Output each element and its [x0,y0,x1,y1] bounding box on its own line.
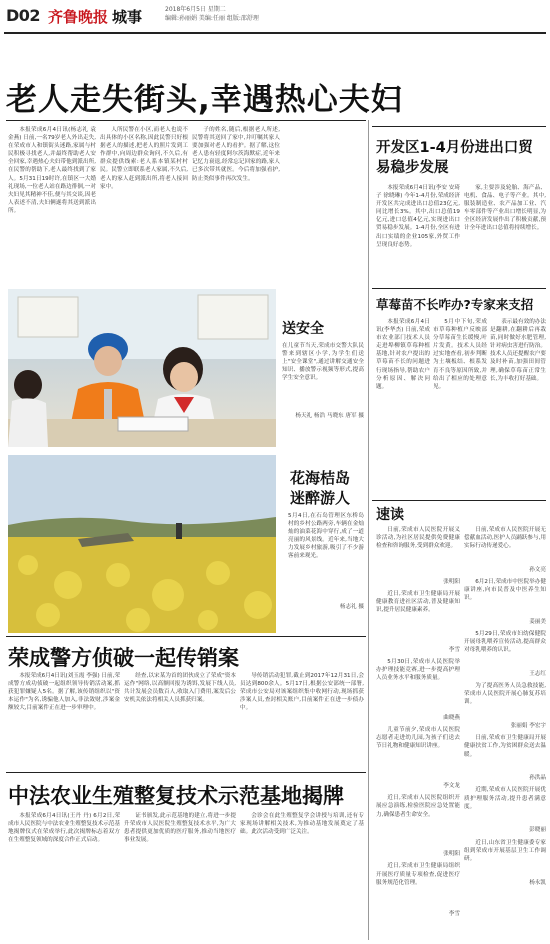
news-item: 日前,荣成市人民医院开展义诊活动,为社区居民提供免费健康检查和咨询服务,受到群众欢迎。 [376,527,460,550]
crime-headline: 荣成警方侦破一起传销案 [8,646,239,670]
news-item: 日前,荣成市卫生健康局开展健康扶贫工作,为贫困群众送去温暖。 [464,735,546,758]
flower-photo [8,455,276,633]
safety-caption: 在儿童节当天,荣成市交警大队民警来到辖区小学,为学生们送上"安全课堂",通过讲解交通安全知识、播放警示视频等形式,提高学生安全意识。 [282,343,364,382]
strawberry-col-3: 表示最有效的办法是翻耕,在翻耕后再栽苗,同时做好水肥管理,针对病虫害进行防治。技术人员还提醒农户要及时补苗,加强田间管理,确保草莓苗正常生长,为丰收打好基础。 [490,319,546,382]
news-credit: 曲晓燕 [443,715,460,722]
flower-credit: 杨志礼 摄 [339,604,364,610]
strawberry-col-2: 5月中下旬,荣成市草莓种植户反映部分草莓苗生长缓慢,叶片发黄。技术人员经过实地查看,初步判断为土壤板结、根系发育不良等原因所致,并给出了相应的处理意见。 [433,319,487,390]
news-item: 近日,荣成市卫生健康局开展健康教育进社区活动,普及健康知识,提升居民健康素养。 [376,591,460,614]
news-credit: 王志红 [529,671,546,678]
strawberry-col-1: 本报荣成6月4日讯(李华杰) 日前,荣成市农业部门技术人员走进埠柳镇草莓种植基地,针对农户提出的草莓苗不长的问题进行现场指导,帮助农户分析原因、解决问题。 [376,319,430,390]
news-credit: 彭晓丽 [529,827,546,834]
safety-caption-title: 送安全 [282,321,324,337]
crime-col-2: 经查,以宋某为首的团伙成立了荣成"资本运作"网络,以高额回报为诱饵,发展下线人员,共计发展会员数百人,收取入门费用,案发后公安机关依法将相关人员抓获归案。 [124,673,236,704]
news-credit: 李雪 [448,911,460,918]
news-credit: 张明阳 [443,579,460,585]
news-item: 近日,山东省卫生健康委专家组到荣成市开展基层卫生工作调研。 [464,839,546,862]
section-title: 城事 [112,8,143,26]
date-line: 2018年6月5日 星期二 [165,6,226,13]
column-separator [368,120,369,940]
news-credit: 张丽娟 李宏宇 [510,723,546,730]
flower-caption: 5月4日,在石岛管理区东桥岛村的乡村公路两旁,车辆在金灿灿的油菜花海中穿行,成了一道亮丽的风景线。近年来,当地大力发展乡村旅游,吸引了不少游客前来观光。 [288,513,364,560]
editor-line: 编辑:孙丽娟 美编:任丽 组版:邵舒理 [165,15,259,22]
trade-top-rule [372,126,546,127]
strawberry-headline: 草莓苗不长咋办?专家来支招 [376,297,534,312]
safety-credit: 杨天礼 杨浩 马晓东 唐军 摄 [295,413,364,419]
base-col-1: 本报荣成6月4日讯(王丹 丹) 6月2日,荣成市人民医院与中法农业生殖整复技术示范基地揭牌仪式在荣成举行,此次揭牌标志着双方在生殖整复领域的深度合作正式启动。 [8,813,120,844]
news-credit: 孙洪晶 [529,775,546,782]
trade-col-2: 家,主要涉及轮胎、海产品、电机、食品、电子等产业。其中,服装制造业、农产品加工业、汽车零部件等产业出口增长明显,为全区经济发展作出了积极贡献,预计全年进出口总值将持续增长。 [464,185,546,232]
base-col-2: 证书颁发,此示范基地的建立,将进一步提升荣成市人民医院生殖整复技术水平,为广大患者提供更加优质的医疗服务,推动当地医疗事业发展。 [124,813,236,844]
base-top-rule [6,772,366,773]
crime-col-3: 导传销活动犯罪,截止到2017年12月31日,会员达到800余人。5月17日,根据公安部统一部署,荣成市公安局对该案组织集中收网行动,现场抓获涉案人员,查封相关账户,目前案件正在进一步侦办中。 [240,673,364,712]
safety-photo-illustration [8,289,276,447]
news-item: 儿童节前夕,荣成市人民医院志愿者走进幼儿园,为孩子们送去节日礼物和健康知识讲座。 [376,727,460,750]
news-credit: 姜丽美 [529,619,546,626]
crime-top-rule [6,636,366,637]
trade-headline: 开发区1-4月份进出口贸易稳步发展 [376,140,533,176]
news-credit: 张明阳 [443,851,460,858]
news-item: 近日,荣成市人民医院组织开展应急演练,检验医院应急处置能力,确保患者生命安全。 [376,795,460,818]
news-left-column [376,526,460,940]
news-credit: 孙文亮 [529,567,546,573]
trade-col-1: 本报荣成6月4日讯(李安 安琦子 徐晓琳) 今年1-4月份,荣成经济开发区共完成进出口总值23亿元,同比增长3%。其中,出口总值19亿元,进口总值4亿元,实现进出口贸易稳步发展。1-4月份,全区有进出口实绩的企业105家,外贸工作呈现良好态势。 [376,185,460,248]
strawberry-top-rule [372,288,546,289]
lead-col-1: 本报荣成6月4日讯(杨志礼 袁金燕) 日前,一名79岁老人外出走失,在荣成市人和镇街头迷路,家属与村民积极寻找老人,并最终帮助老人安全回家,幸遇热心夫妇带他到派出所,在民警的帮助下,老人最终找到了家人。5月31日19时许,在镇区一大婚礼现场,一位老人站在路边徘徊,一对夫妇见其精神不佳,便与其交谈,因老人表述不清,夫妇俩遂将其送到派出所。 [8,127,96,214]
news-item: 6月2日,荣成市中医院举办健康讲座,向市民普及中医养生知识。 [464,579,546,602]
lead-rule [6,120,366,121]
news-item: 5月30日,荣成市人民医院举办护理技能竞赛,进一步提高护理人员业务水平和服务质量。 [376,659,460,682]
lead-col-2: 人所民警在小区,而老人也说不出具体的小区名称,因此民警只好根据老人的描述,把老人的照片发到工作群中,向周边群众询问,不久后,有群众提供线索:老人系本镇某村村民。民警立即联系老人家属,不久后,老人的家人赶到派出所,将老人接回家中。 [100,127,188,190]
header-rule [4,32,546,34]
news-top-rule [372,500,546,501]
news-item: 近期,荣成市人民医院开展优质护理服务活动,提升患者满意度。 [464,787,546,810]
news-item: 5月29日,荣成市妇幼保健院开展母乳喂养宣传活动,提高群众对母乳喂养的认识。 [464,631,546,654]
newspaper-brand: 齐鲁晚报 [48,8,109,26]
header-meta [165,5,259,23]
news-item: 近日,荣成市卫生健康局组织开展医疗质量专项检查,促进医疗服务规范化管理。 [376,863,460,886]
lead-col-3: 子的姓名,随后,根据老人所述,民警将其送回了家中,并叮嘱其家人要加强对老人的看护。据了解,这位老人患有轻度阿尔茨海默症,近年来记忆力衰退,经常忘记回家的路,家人已多次带其就医。今后将加强看护,防止类似事件再次发生。 [192,127,280,182]
page-code: D02 [6,6,41,25]
news-right-column [464,526,546,940]
base-headline: 中法农业生殖整复技术示范基地揭牌 [8,784,344,808]
news-credit: 李文龙 [443,783,460,790]
crime-col-1: 本报荣成6月4日讯(刘玉霞 李强) 日前,荣成警方成功侦破一起组织领导传销活动案,抓获犯罪嫌疑人5名。据了解,该传销组织以"资本运作"为名,诱骗他人加入,非法敛财,涉案金额较大,目前案件正在进一步审理中。 [8,673,120,712]
flower-photo-illustration [8,455,276,633]
safety-photo [8,289,276,447]
flower-caption-title: 花海桔岛迷醉游人 [290,469,351,507]
news-credit: 杨永凯 [529,879,546,886]
base-col-3: 会诊会在此生殖整复学会讲授与培训,还有专家现场讲解相关技术,为推动基地发展奠定了基础。此次活动受到广泛关注。 [240,813,364,836]
news-item: 日前,荣成市人民医院开展无偿献血活动,医护人员踊跃参与,用实际行动传递爱心。 [464,527,546,550]
news-headline: 速读 [376,507,404,523]
news-credit: 李雪 [448,647,460,654]
lead-headline: 老人走失街头,幸遇热心夫妇 [6,82,403,118]
news-item: 为了提高医务人员急救技能,荣成市人民医院开展心肺复苏培训。 [464,683,546,706]
